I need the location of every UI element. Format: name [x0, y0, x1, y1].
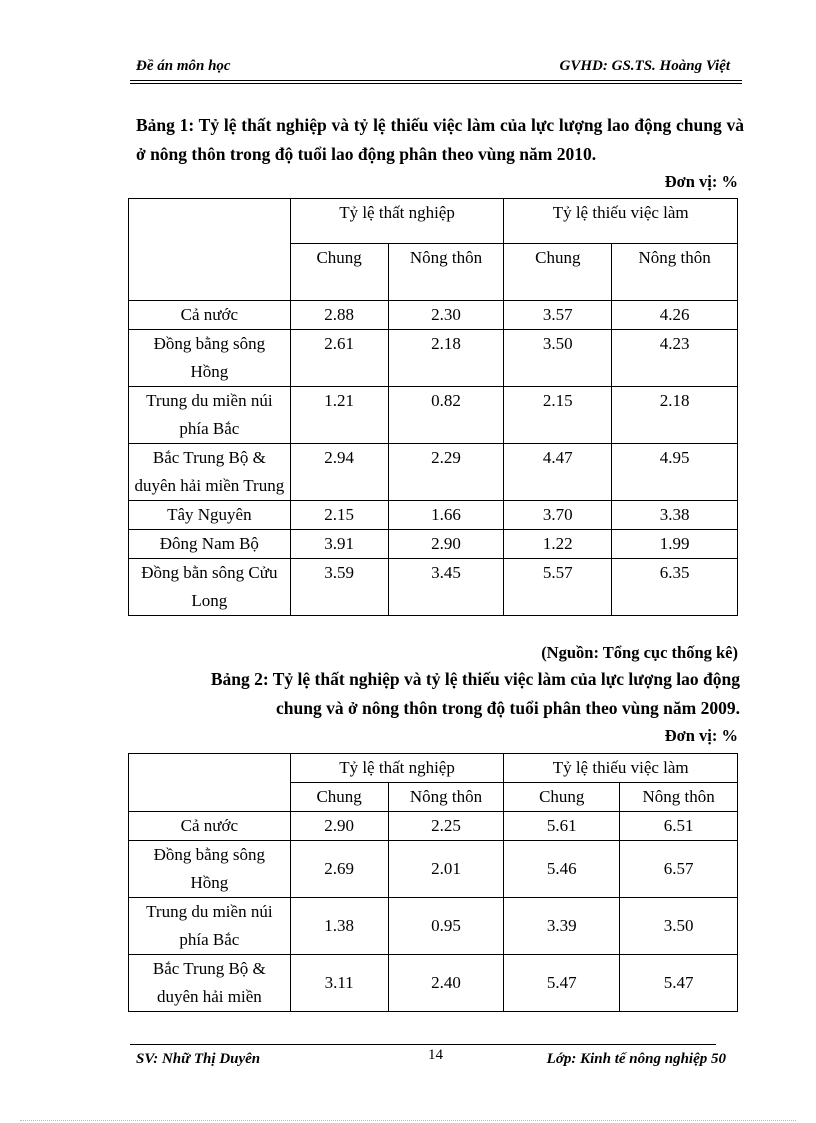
value-cell: 3.57	[504, 301, 612, 330]
value-cell: 2.90	[388, 530, 504, 559]
footer-divider	[130, 1044, 716, 1045]
table2-unit: Đơn vị: %	[664, 726, 738, 745]
table-row	[129, 301, 738, 330]
table-row	[129, 812, 738, 841]
table2-subheader: Chung	[504, 783, 620, 812]
table1	[128, 198, 738, 616]
table-row	[129, 444, 738, 501]
table2-corner-cell	[129, 754, 291, 812]
value-cell: 3.50	[504, 330, 612, 387]
value-cell: 3.39	[504, 898, 620, 955]
table2-caption	[150, 665, 740, 723]
value-cell: 5.46	[504, 841, 620, 898]
table1-corner-cell	[129, 199, 291, 301]
table2-group-unemployment: Tỷ lệ thất nghiệp	[290, 754, 504, 783]
table1-subheader: Nông thôn	[612, 244, 738, 301]
value-cell: 2.69	[290, 841, 388, 898]
header-supervisor: GVHD: GS.TS. Hoàng Việt	[559, 58, 730, 74]
value-cell: 5.47	[620, 955, 738, 1012]
value-cell: 0.95	[388, 898, 504, 955]
value-cell: 3.45	[388, 559, 504, 616]
value-cell: 4.23	[612, 330, 738, 387]
region-cell: Đông Nam Bộ	[129, 530, 291, 559]
value-cell: 2.15	[290, 501, 388, 530]
table2-subheader: Nông thôn	[388, 783, 504, 812]
value-cell: 5.57	[504, 559, 612, 616]
value-cell: 1.22	[504, 530, 612, 559]
region-cell: Bắc Trung Bộ & duyên hải miền	[129, 955, 291, 1012]
table2-subheader: Nông thôn	[620, 783, 738, 812]
table-row	[129, 841, 738, 898]
value-cell: 2.01	[388, 841, 504, 898]
value-cell: 5.61	[504, 812, 620, 841]
value-cell: 1.66	[388, 501, 504, 530]
table2-caption-line1: Bảng 2: Tỷ lệ thất nghiệp và tỷ lệ thiếu việc làm của lực lượng lao động	[210, 669, 740, 689]
region-cell: Trung du miền núi phía Bắc	[129, 898, 291, 955]
value-cell: 1.21	[290, 387, 388, 444]
value-cell: 3.91	[290, 530, 388, 559]
table1-unit: Đơn vị: %	[664, 172, 738, 191]
value-cell: 2.15	[504, 387, 612, 444]
table1-source: (Nguồn: Tổng cục thống kê)	[541, 643, 738, 662]
table-row	[129, 330, 738, 387]
value-cell: 2.30	[388, 301, 504, 330]
table1-subheader: Nông thôn	[388, 244, 504, 301]
value-cell: 6.51	[620, 812, 738, 841]
value-cell: 6.35	[612, 559, 738, 616]
region-cell: Trung du miền núi phía Bắc	[129, 387, 291, 444]
value-cell: 3.50	[620, 898, 738, 955]
value-cell: 2.88	[290, 301, 388, 330]
value-cell: 1.99	[612, 530, 738, 559]
value-cell: 0.82	[388, 387, 504, 444]
value-cell: 2.40	[388, 955, 504, 1012]
region-cell: Cả nước	[129, 301, 291, 330]
region-cell: Đồng bằng sông Hồng	[129, 841, 291, 898]
value-cell: 2.18	[388, 330, 504, 387]
table2-subheader: Chung	[290, 783, 388, 812]
value-cell: 6.57	[620, 841, 738, 898]
region-cell: Đồng bằn sông Cửu Long	[129, 559, 291, 616]
table1-group-unemployment: Tỷ lệ thất nghiệp	[290, 199, 504, 244]
value-cell: 2.94	[290, 444, 388, 501]
table-row	[129, 530, 738, 559]
value-cell: 4.26	[612, 301, 738, 330]
table-row	[129, 387, 738, 444]
value-cell: 2.25	[388, 812, 504, 841]
table1-group-underemployment: Tỷ lệ thiếu việc làm	[504, 199, 738, 244]
page-bottom-border	[20, 1120, 796, 1121]
value-cell: 5.47	[504, 955, 620, 1012]
value-cell: 3.38	[612, 501, 738, 530]
table2-group-underemployment: Tỷ lệ thiếu việc làm	[504, 754, 738, 783]
header-divider	[130, 80, 742, 81]
page-number: 14	[428, 1047, 443, 1063]
value-cell: 2.90	[290, 812, 388, 841]
value-cell: 2.29	[388, 444, 504, 501]
table2	[128, 753, 738, 1012]
region-cell: Cả nước	[129, 812, 291, 841]
value-cell: 4.47	[504, 444, 612, 501]
table1-subheader: Chung	[290, 244, 388, 301]
table2-caption-line2: chung và ở nông thôn trong độ tuổi phân theo vùng năm 2009.	[275, 698, 740, 718]
region-cell: Tây Nguyên	[129, 501, 291, 530]
value-cell: 4.95	[612, 444, 738, 501]
value-cell: 2.18	[612, 387, 738, 444]
table-row	[129, 501, 738, 530]
table1-subheader: Chung	[504, 244, 612, 301]
value-cell: 3.70	[504, 501, 612, 530]
value-cell: 3.59	[290, 559, 388, 616]
region-cell: Bắc Trung Bộ & duyên hải miền Trung	[129, 444, 291, 501]
header-course: Đề án môn học	[136, 58, 231, 74]
table-row	[129, 955, 738, 1012]
table1-caption: Bảng 1: Tỷ lệ thất nghiệp và tỷ lệ thiếu việc làm của lực lượng lao động chung và ở nông thôn trong độ tuổi lao động phân theo vùng năm 2010.	[136, 115, 744, 164]
value-cell: 3.11	[290, 955, 388, 1012]
table-row	[129, 559, 738, 616]
table-row	[129, 898, 738, 955]
region-cell: Đồng bằng sông Hồng	[129, 330, 291, 387]
footer-class: Lớp: Kinh tế nông nghiệp 50	[546, 1051, 726, 1067]
header-divider-thin	[130, 83, 742, 84]
value-cell: 2.61	[290, 330, 388, 387]
footer-student: SV: Nhữ Thị Duyên	[136, 1051, 261, 1067]
value-cell: 1.38	[290, 898, 388, 955]
